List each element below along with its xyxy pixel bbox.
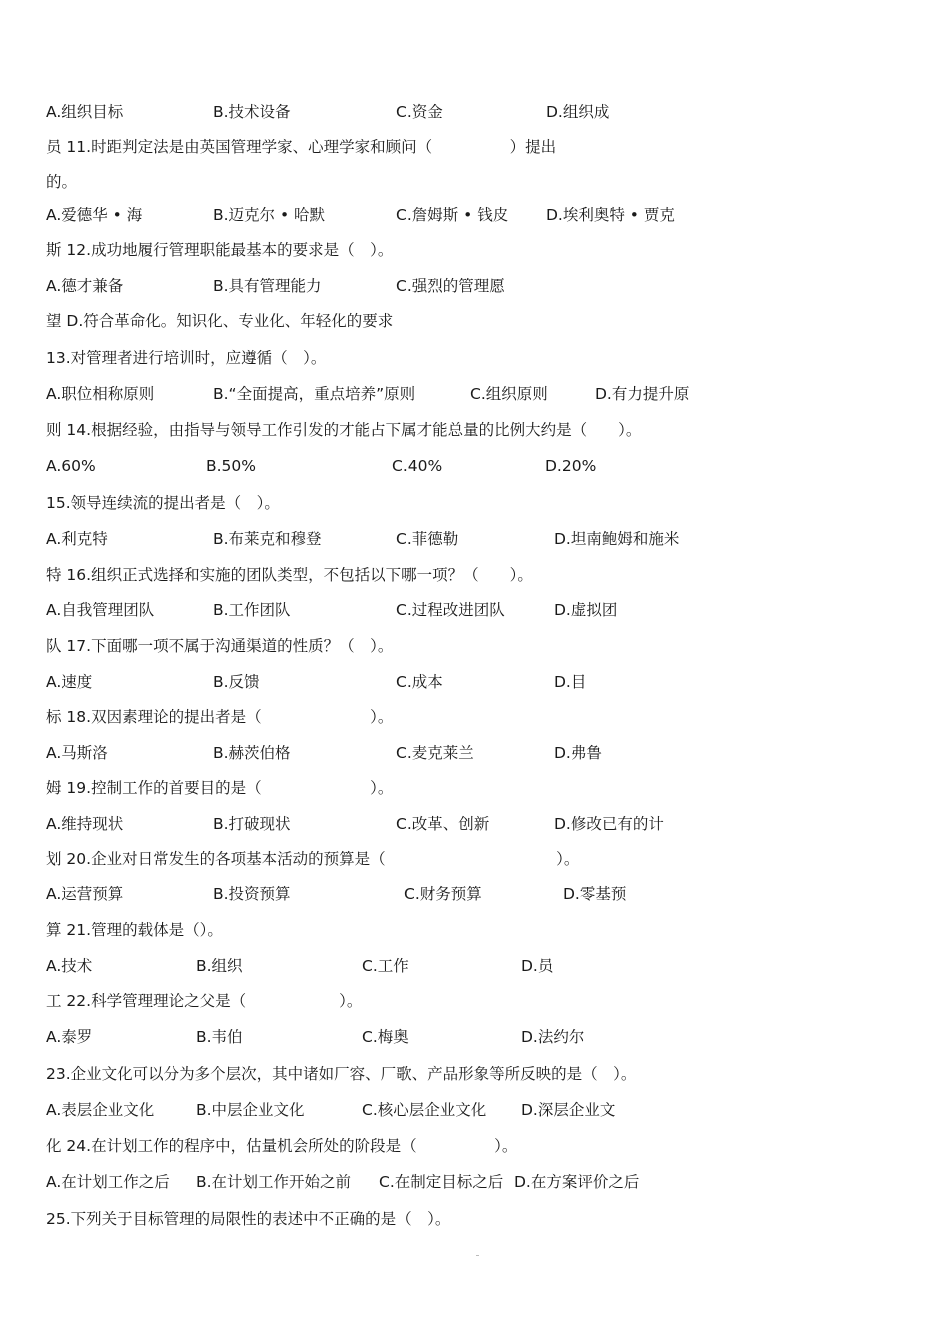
text-line — [0, 309, 950, 333]
question-text: 队 17.下面哪一项不属于沟通渠道的性质？（ ）。 — [46, 637, 394, 655]
answer-option: D.在方案评价之后 — [514, 1173, 640, 1191]
answer-option: B.在计划工作开始之前 — [196, 1173, 352, 1191]
answer-option: A.马斯洛 — [46, 744, 108, 762]
answer-option: D.有力提升原 — [595, 385, 690, 403]
text-line — [0, 634, 950, 658]
question-text: 姆 19.控制工作的首要目的是（ ）。 — [46, 779, 394, 797]
answer-option: B.中层企业文化 — [196, 1101, 305, 1119]
text-line — [0, 170, 950, 194]
answer-option: B.赫茨伯格 — [213, 744, 291, 762]
answer-option: C.组织原则 — [470, 385, 548, 403]
answer-option: C.改革、创新 — [396, 815, 490, 833]
question-text: 25.下列关于目标管理的局限性的表述中不正确的是（ ）。 — [46, 1210, 451, 1228]
text-line — [0, 418, 950, 442]
answer-option: B.迈克尔 • 哈默 — [213, 206, 326, 224]
question-text: 特 16.组织正式选择和实施的团队类型，不包括以下哪一项？（ ）。 — [46, 566, 533, 584]
question-text: 的。 — [46, 173, 78, 191]
text-line — [0, 989, 950, 1013]
answer-option: A.表层企业文化 — [46, 1101, 155, 1119]
text-line — [0, 812, 950, 836]
text-line — [0, 1025, 950, 1049]
text-line — [0, 1134, 950, 1158]
question-text: 23.企业文化可以分为多个层次，其中诸如厂容、厂歌、产品形象等所反映的是（ ）。 — [46, 1065, 637, 1083]
text-line — [0, 1098, 950, 1122]
text-line — [0, 705, 950, 729]
answer-option: C.麦克莱兰 — [396, 744, 474, 762]
answer-option: D.员 — [521, 957, 554, 975]
answer-option: C.过程改进团队 — [396, 601, 505, 619]
answer-option: C.强烈的管理愿 — [396, 277, 505, 295]
answer-option: D.零基预 — [563, 885, 627, 903]
text-line — [0, 741, 950, 765]
answer-option: B.技术设备 — [213, 103, 291, 121]
answer-option: D.虚拟团 — [554, 601, 618, 619]
answer-option: A.自我管理团队 — [46, 601, 155, 619]
answer-option: A.德才兼备 — [46, 277, 124, 295]
answer-option: C.工作 — [362, 957, 409, 975]
question-text: 员 11.时距判定法是由英国管理学家、心理学家和顾问（ ）提出 — [46, 138, 557, 156]
answer-option: D.深层企业文 — [521, 1101, 616, 1119]
text-line — [0, 491, 950, 515]
answer-option: B.具有管理能力 — [213, 277, 322, 295]
answer-option: C.菲德勒 — [396, 530, 459, 548]
text-line — [0, 454, 950, 478]
question-text: 望 D.符合革命化。知识化、专业化、年轻化的要求 — [46, 312, 394, 330]
text-line — [0, 346, 950, 370]
answer-option: B.组织 — [196, 957, 243, 975]
text-line — [0, 238, 950, 262]
answer-option: A.爱德华 • 海 — [46, 206, 143, 224]
text-line — [0, 670, 950, 694]
answer-option: C.40% — [392, 457, 443, 475]
text-line — [0, 598, 950, 622]
answer-option: D.组织成 — [546, 103, 610, 121]
text-line — [0, 954, 950, 978]
answer-option: A.组织目标 — [46, 103, 124, 121]
answer-option: D.法约尔 — [521, 1028, 585, 1046]
answer-option: A.速度 — [46, 673, 93, 691]
answer-option: C.资金 — [396, 103, 443, 121]
text-line — [0, 563, 950, 587]
answer-option: C.在制定目标之后 — [379, 1173, 504, 1191]
answer-option: D.坦南鲍姆和施米 — [554, 530, 680, 548]
text-line — [0, 847, 950, 871]
answer-option: D.修改已有的计 — [554, 815, 664, 833]
answer-option: B.50% — [206, 457, 257, 475]
text-line — [0, 100, 950, 124]
question-text: 标 18.双因素理论的提出者是（ ）。 — [46, 708, 394, 726]
text-line — [0, 382, 950, 406]
answer-option: A.维持现状 — [46, 815, 124, 833]
answer-option: B.工作团队 — [213, 601, 291, 619]
answer-option: D.弗鲁 — [554, 744, 602, 762]
answer-option: C.财务预算 — [404, 885, 482, 903]
answer-option: A.泰罗 — [46, 1028, 93, 1046]
answer-option: B.打破现状 — [213, 815, 291, 833]
text-line — [0, 1207, 950, 1231]
text-line — [0, 918, 950, 942]
question-text: 斯 12.成功地履行管理职能最基本的要求是（ ）。 — [46, 241, 394, 259]
answer-option: B.布莱克和穆登 — [213, 530, 322, 548]
answer-option: C.詹姆斯 • 钱皮 — [396, 206, 509, 224]
answer-option: A.在计划工作之后 — [46, 1173, 170, 1191]
answer-option: D.埃利奥特 • 贾克 — [546, 206, 675, 224]
answer-option: A.运营预算 — [46, 885, 124, 903]
text-line — [0, 203, 950, 227]
text-line — [0, 135, 950, 159]
question-text: 化 24.在计划工作的程序中，估量机会所处的阶段是（ ）。 — [46, 1137, 518, 1155]
question-text: 13.对管理者进行培训时，应遵循（ ）。 — [46, 349, 327, 367]
answer-option: A.利克特 — [46, 530, 108, 548]
question-text: 工 22.科学管理理论之父是（ ）。 — [46, 992, 363, 1010]
text-line — [0, 1170, 950, 1194]
text-line — [0, 527, 950, 551]
text-line — [0, 776, 950, 800]
answer-option: A.60% — [46, 457, 96, 475]
answer-option: C.梅奥 — [362, 1028, 409, 1046]
question-text: 则 14.根据经验，由指导与领导工作引发的才能占下属才能总量的比例大约是（ ）。 — [46, 421, 642, 439]
text-line — [0, 1062, 950, 1086]
answer-option: B.“全面提高，重点培养”原则 — [213, 385, 416, 403]
answer-option: D.20% — [545, 457, 597, 475]
answer-option: B.韦伯 — [196, 1028, 243, 1046]
answer-option: C.核心层企业文化 — [362, 1101, 487, 1119]
answer-option: D.目 — [554, 673, 587, 691]
answer-option: C.成本 — [396, 673, 443, 691]
answer-option: A.职位相称原则 — [46, 385, 155, 403]
text-line — [0, 274, 950, 298]
answer-option: B.反馈 — [213, 673, 260, 691]
question-text: 算 21.管理的载体是（）。 — [46, 921, 223, 939]
text-line — [0, 882, 950, 906]
page-footer-mark — [476, 1255, 479, 1256]
answer-option: A.技术 — [46, 957, 93, 975]
answer-option: B.投资预算 — [213, 885, 291, 903]
question-text: 划 20.企业对日常发生的各项基本活动的预算是（ ）。 — [46, 850, 580, 868]
question-text: 15.领导连续流的提出者是（ ）。 — [46, 494, 280, 512]
